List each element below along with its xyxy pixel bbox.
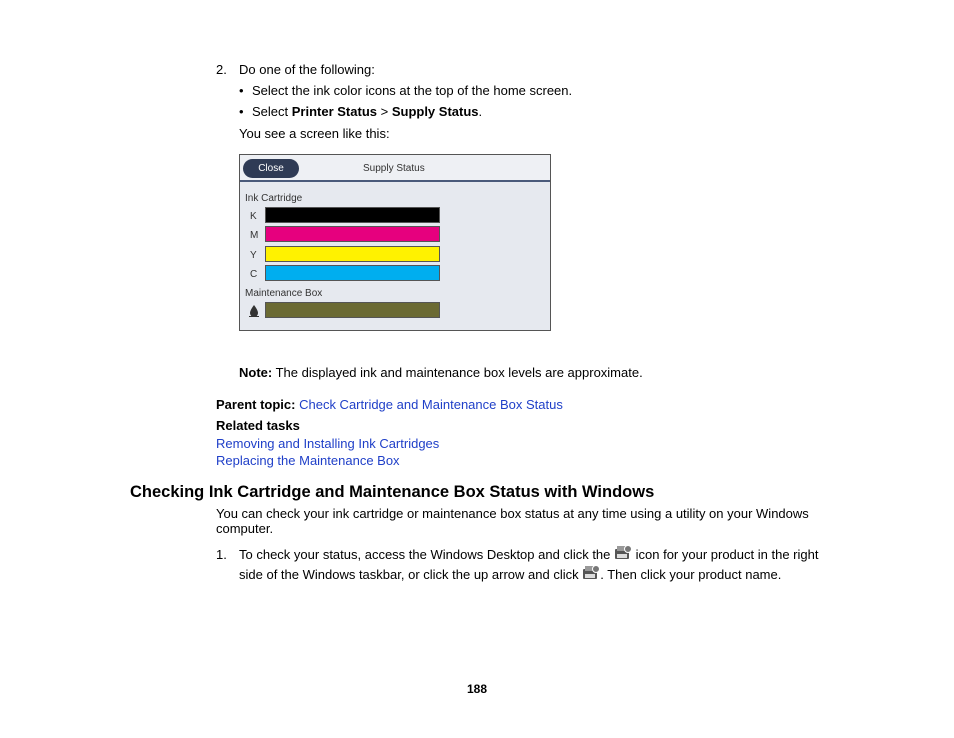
- bullet-text-post: .: [478, 104, 483, 119]
- related-task-link[interactable]: Removing and Installing Ink Cartridges: [216, 436, 440, 451]
- ink-letter-k: K: [250, 211, 257, 222]
- step-1-text-d: . Then click your product name.: [600, 567, 782, 582]
- step-1-text-a: To check your status, access the Windows Desktop and click the: [239, 547, 615, 562]
- ink-level-bar-y: [265, 246, 440, 262]
- note-text: The displayed ink and maintenance box levels are approximate.: [272, 365, 643, 380]
- step-2: [216, 62, 227, 78]
- see-screen-text: You see a screen like this:: [239, 126, 390, 141]
- ink-letter-y: Y: [250, 250, 257, 261]
- screen-header: [240, 155, 550, 182]
- bullet-icon: •: [239, 104, 244, 119]
- close-button[interactable]: Close: [243, 159, 299, 178]
- bullet-item: [239, 104, 483, 120]
- step-2-text: Do one of the following:: [239, 62, 375, 77]
- ink-level-bar-m: [265, 226, 440, 242]
- step-1-text-b: icon for your product in the right: [632, 547, 819, 562]
- step-1-line-2: [239, 565, 781, 583]
- note: [239, 365, 643, 381]
- related-task-link[interactable]: Replacing the Maintenance Box: [216, 453, 400, 468]
- menu-printer-status: Printer Status: [291, 104, 377, 119]
- parent-topic: [216, 397, 563, 413]
- section-heading: Checking Ink Cartridge and Maintenance Box Status with Windows: [130, 483, 655, 501]
- ink-level-bar-c: [265, 265, 440, 281]
- printer-utility-icon: [614, 545, 632, 561]
- related-tasks-label: Related tasks: [216, 418, 300, 433]
- note-label: Note:: [239, 365, 273, 380]
- bullet-item: [239, 83, 573, 99]
- bullet-text-pre: Select: [252, 104, 292, 119]
- bullet-text-mid: >: [377, 104, 392, 119]
- bullet-text: Select the ink color icons at the top of the home screen.: [252, 83, 573, 98]
- printer-utility-icon: [582, 565, 600, 581]
- ink-level-bar-k: [265, 207, 440, 223]
- page-number: 188: [467, 682, 488, 696]
- ink-cartridge-label: Ink Cartridge: [245, 193, 303, 204]
- step-number: 2.: [216, 62, 227, 77]
- parent-topic-label: Parent topic:: [216, 397, 296, 412]
- step-1-line-1: [239, 545, 818, 563]
- parent-topic-link[interactable]: Check Cartridge and Maintenance Box Status: [299, 397, 563, 412]
- intro-line-2: computer.: [216, 521, 274, 536]
- menu-supply-status: Supply Status: [391, 104, 479, 119]
- ink-letter-m: M: [250, 230, 259, 241]
- supply-status-screenshot: [239, 154, 551, 331]
- maintenance-level-bar: [265, 302, 440, 318]
- maintenance-box-label: Maintenance Box: [245, 288, 323, 299]
- bullet-icon: •: [239, 83, 244, 98]
- maintenance-drop-icon: [249, 305, 259, 317]
- step-number: 1.: [216, 547, 227, 562]
- screen-title: Supply Status: [363, 163, 425, 174]
- step-1-text-c: side of the Windows taskbar, or click the up arrow and click: [239, 567, 583, 582]
- intro-line-1: You can check your ink cartridge or maintenance box status at any time using a utility on your Windows: [216, 506, 809, 521]
- ink-letter-c: C: [250, 269, 258, 280]
